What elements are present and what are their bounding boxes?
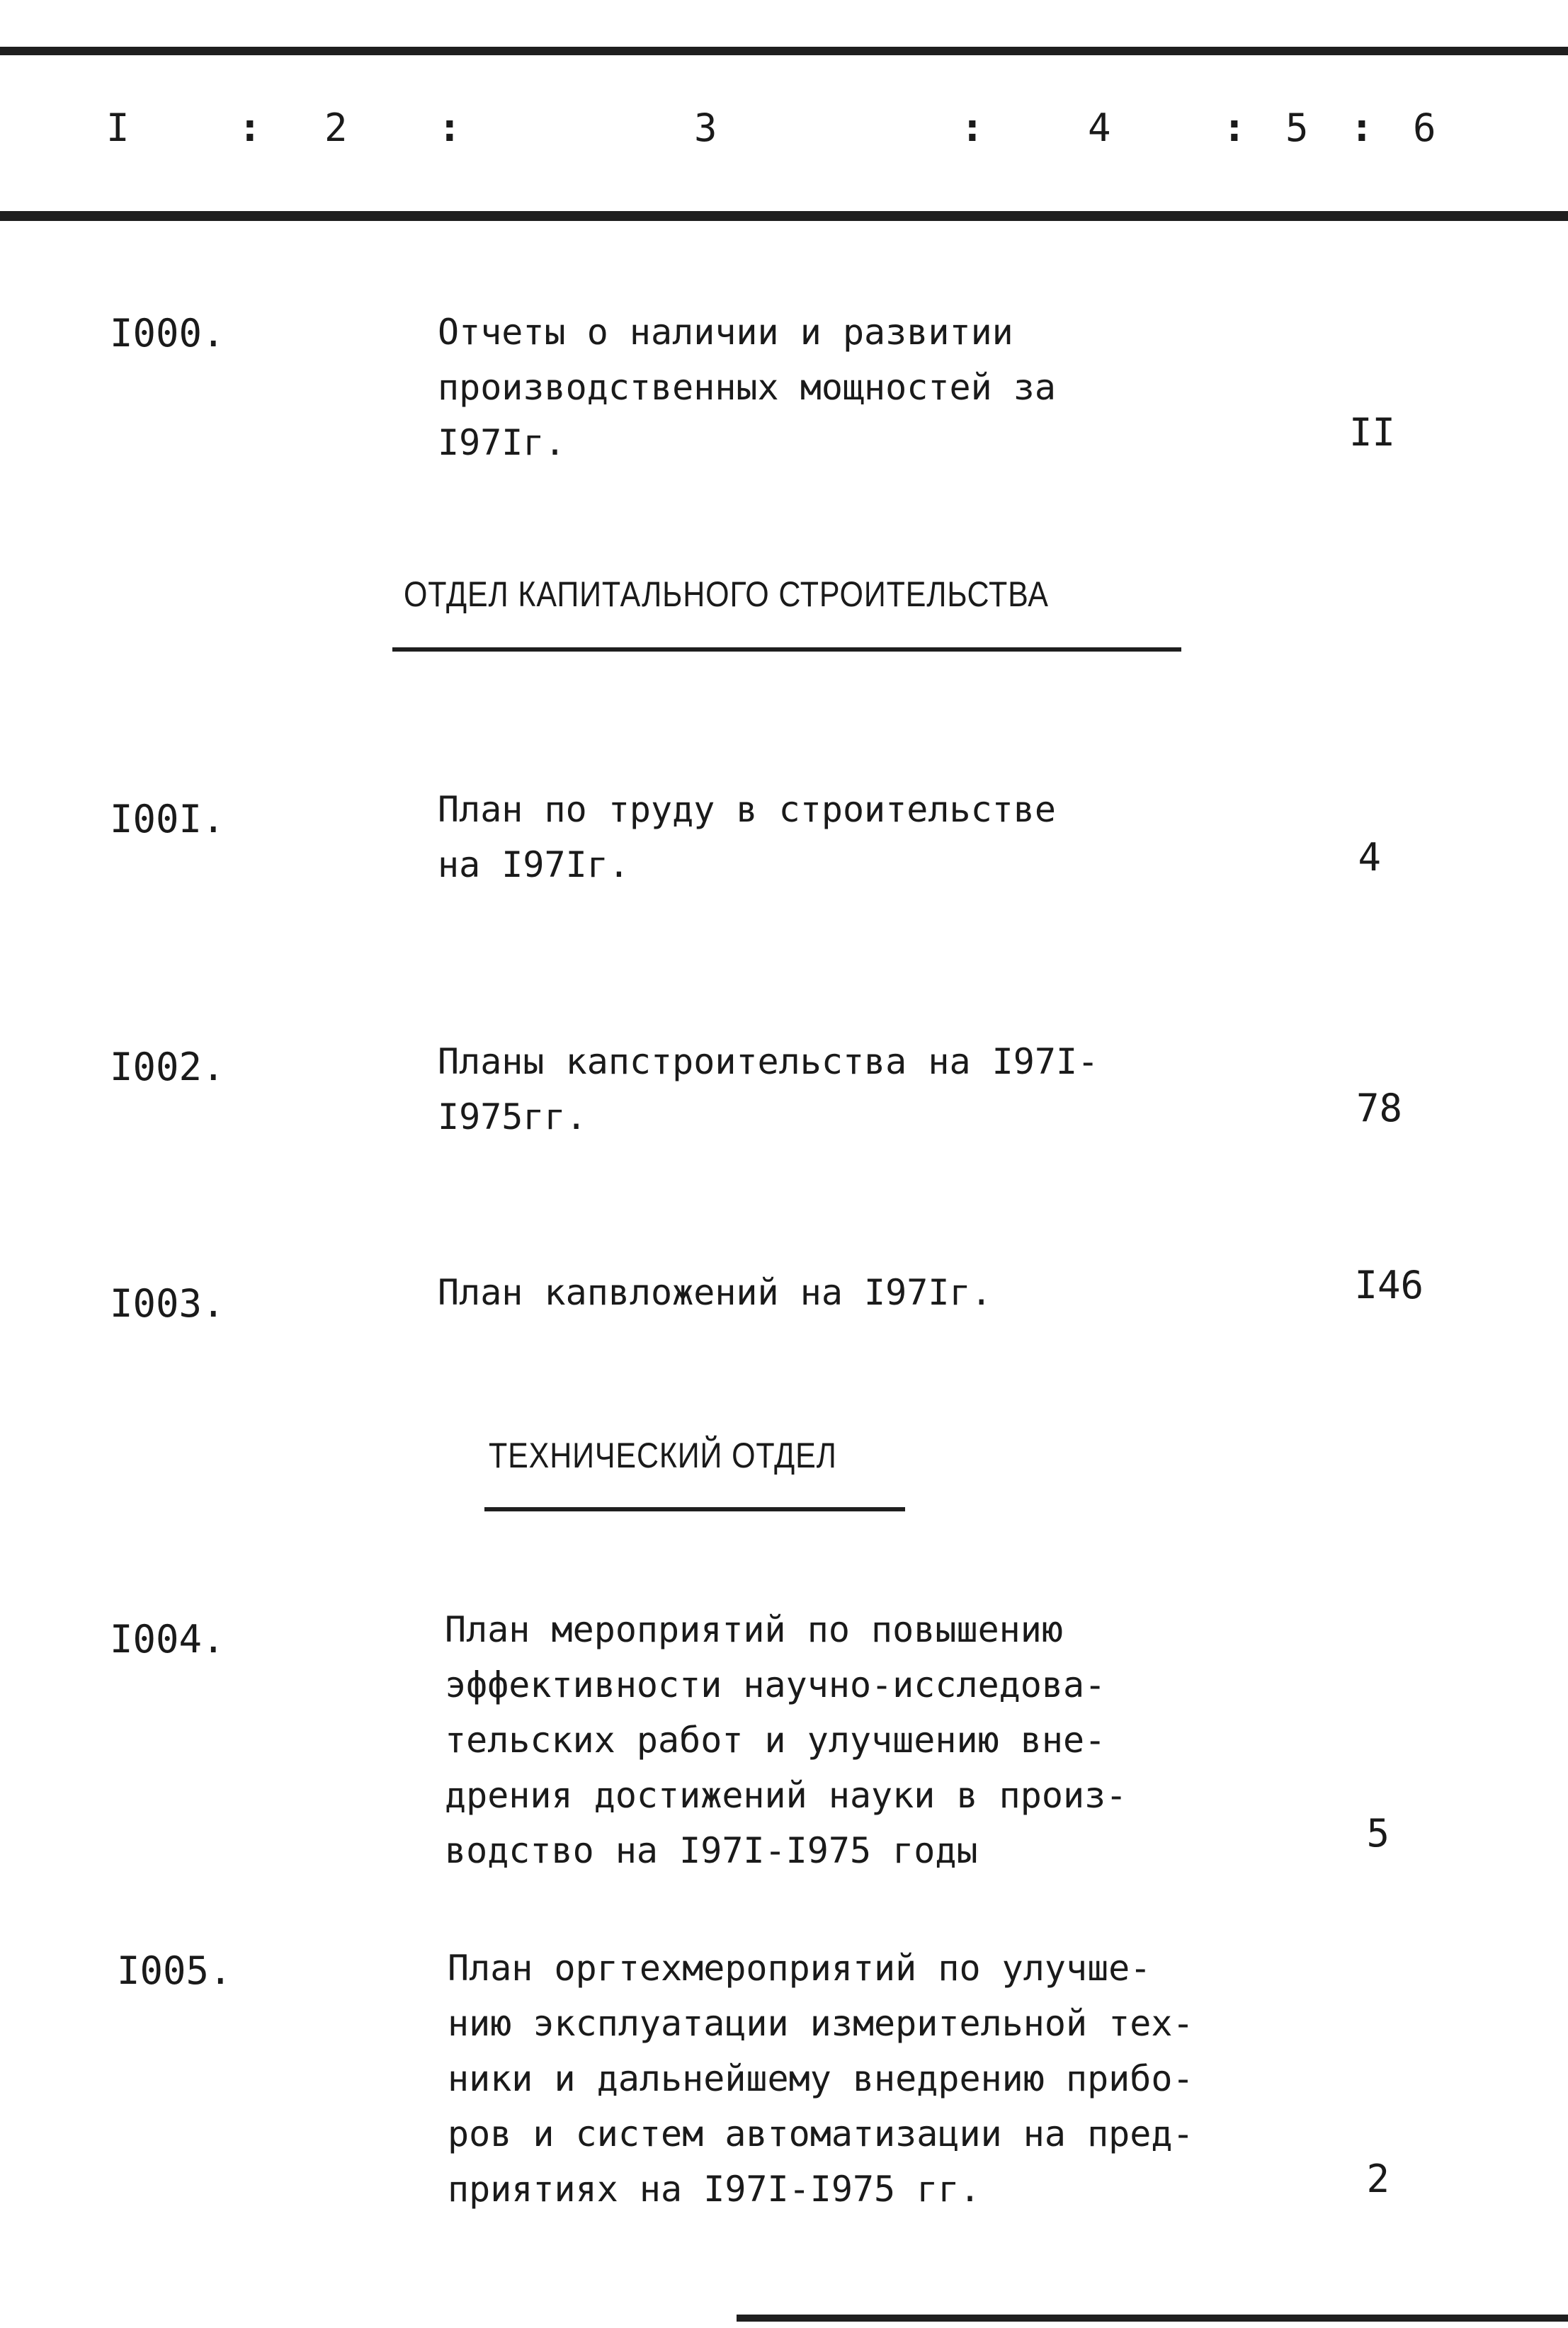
column-header-3: 3	[694, 106, 719, 150]
entry-title	[438, 782, 1056, 892]
entry-title-line: дрения достижений науки в произ-	[445, 1775, 1127, 1816]
entry-title	[445, 1602, 1127, 1878]
entry-sheet-count: 4	[1358, 835, 1381, 880]
entry-title-line: водство на I97I-I975 годы	[445, 1830, 978, 1871]
entry-sheet-count: I46	[1354, 1263, 1424, 1307]
column-separator: :	[238, 105, 262, 151]
entry-title-line: производственных мощностей за	[438, 367, 1056, 408]
entry-title-line: приятиях на I97I-I975 гг.	[448, 2169, 981, 2210]
column-header-5: 5	[1285, 106, 1310, 150]
entry-title-line: эффективности научно-исследова-	[445, 1664, 1106, 1705]
section-heading: ТЕХНИЧЕСКИЙ ОТДЕЛ	[489, 1436, 837, 1475]
entry-title-line: тельских работ и улучшению вне-	[445, 1720, 1106, 1761]
entry-title-line: Планы капстроительства на I97I-	[438, 1041, 1099, 1082]
column-header-1: I	[106, 106, 131, 150]
header-bottom-rule	[0, 211, 1568, 221]
column-separator: :	[1350, 105, 1374, 151]
entry-title-line: ров и систем автоматизации на пред-	[448, 2113, 1194, 2154]
entry-number: I00I.	[110, 797, 225, 841]
header-top-rule	[0, 47, 1568, 55]
page-bottom-rule	[737, 2315, 1568, 2322]
column-header-6: 6	[1413, 106, 1438, 150]
entry-title-line: I97Iг.	[438, 422, 566, 463]
entry-title-line: на I97Iг.	[438, 844, 630, 885]
column-header-2: 2	[324, 106, 349, 150]
entry-title-line: I975гг.	[438, 1096, 587, 1137]
entry-title-line: ники и дальнейшему внедрению прибо-	[448, 2058, 1194, 2099]
entry-sheet-count: 2	[1366, 2157, 1390, 2201]
section-heading: ОТДЕЛ КАПИТАЛЬНОГО СТРОИТЕЛЬСТВА	[404, 574, 1049, 614]
entry-title-line: План мероприятий по повышению	[445, 1609, 1063, 1650]
section-underline	[484, 1507, 905, 1511]
entry-title-line: Отчеты о наличии и развитии	[438, 312, 1013, 353]
entry-title-line: План оргтехмероприятий по улучше-	[448, 1948, 1152, 1989]
entry-sheet-count: 78	[1356, 1086, 1402, 1130]
entry-title-line: План капвложений на I97Iг.	[438, 1272, 992, 1313]
entry-title	[448, 1941, 1194, 2217]
entry-sheet-count: 5	[1366, 1811, 1390, 1856]
entry-title-line: План по труду в строительстве	[438, 789, 1056, 830]
entry-number: I004.	[110, 1617, 225, 1662]
column-header-4: 4	[1088, 106, 1113, 150]
entry-number: I005.	[117, 1948, 232, 1993]
entry-title-line: нию эксплуатации измерительной тех-	[448, 2003, 1194, 2044]
entry-title	[438, 1034, 1098, 1145]
entry-number: I000.	[110, 311, 225, 356]
column-separator: :	[438, 105, 462, 151]
column-separator: :	[960, 105, 984, 151]
entry-title	[438, 1265, 992, 1320]
entry-title	[438, 305, 1056, 470]
entry-number: I002.	[110, 1045, 225, 1089]
entry-sheet-count: II	[1348, 410, 1395, 455]
entry-number: I003.	[110, 1281, 225, 1326]
section-underline	[392, 647, 1181, 652]
column-separator: :	[1222, 105, 1246, 151]
